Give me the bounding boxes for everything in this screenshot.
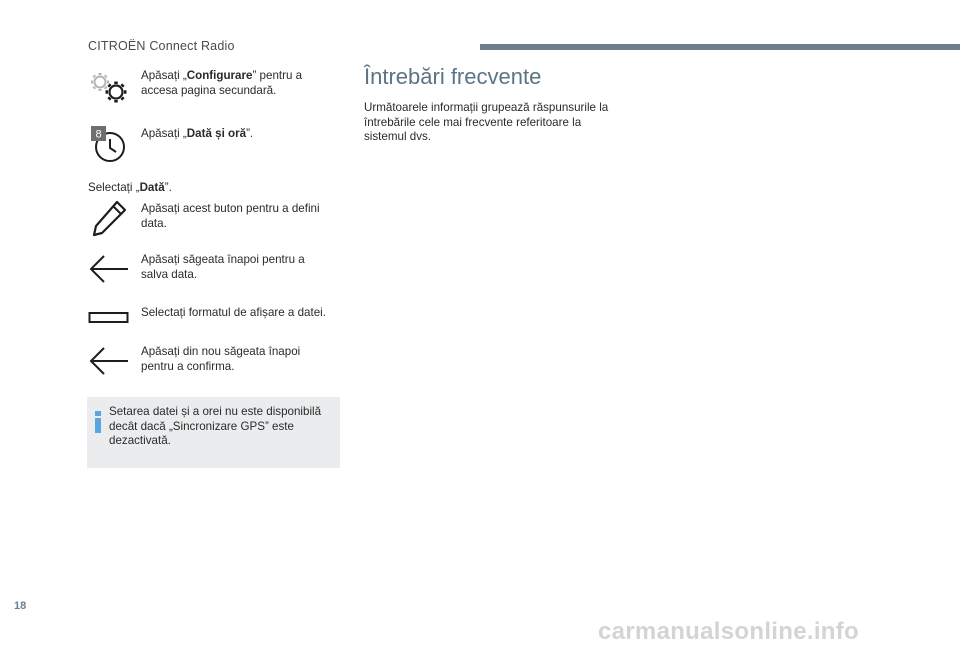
faq-title: Întrebări frecvente xyxy=(364,64,542,89)
step-configure-post: ” pentru a accesa pagina secundară. xyxy=(141,69,303,97)
step-back-confirm: Apăsați din nou săgeata înapoi pentru a confirma. xyxy=(141,345,301,373)
step-select-date-pre: Selectați „ xyxy=(88,181,140,194)
step-select-date xyxy=(88,180,328,195)
gears-icon xyxy=(88,70,130,106)
step-select-date-post: ”. xyxy=(164,181,172,194)
pencil-icon xyxy=(90,198,130,238)
header-title: CITROËN Connect Radio xyxy=(88,39,235,53)
format-bar-icon xyxy=(88,310,130,326)
back-arrow-icon xyxy=(88,254,130,284)
step-date-time-pre: Apăsați „ xyxy=(141,127,187,140)
step-format: Selectați formatul de afișare a datei. xyxy=(141,306,326,319)
header-bar xyxy=(480,44,960,50)
back-arrow-icon xyxy=(88,346,130,376)
clock-icon xyxy=(90,126,130,164)
step-back-save: Apăsați săgeata înapoi pentru a salva data. xyxy=(141,253,305,281)
info-note-text: Setarea datei și a orei nu este disponibilă decât dacă „Sincronizare GPS” este dezactivată. xyxy=(109,405,322,447)
step-edit: Apăsați acest buton pentru a defini data. xyxy=(141,202,320,230)
step-select-date-bold: Dată xyxy=(139,181,165,194)
watermark: carmanualsonline.info xyxy=(598,618,860,645)
info-icon xyxy=(95,411,101,433)
step-configure-pre: Apăsați „ xyxy=(141,69,187,82)
page-number: 18 xyxy=(14,600,27,612)
step-configure-bold: Configurare xyxy=(186,69,253,82)
step-date-time-bold: Dată și oră xyxy=(186,127,247,140)
faq-text: Următoarele informații grupează răspunsurile la întrebările cele mai frecvente referitoare la sistemul dvs. xyxy=(364,101,609,143)
step-date-time-post: ”. xyxy=(246,127,254,140)
clock-badge-number: 8 xyxy=(95,128,102,141)
step-date-time xyxy=(141,126,331,141)
step-configure xyxy=(141,68,331,98)
